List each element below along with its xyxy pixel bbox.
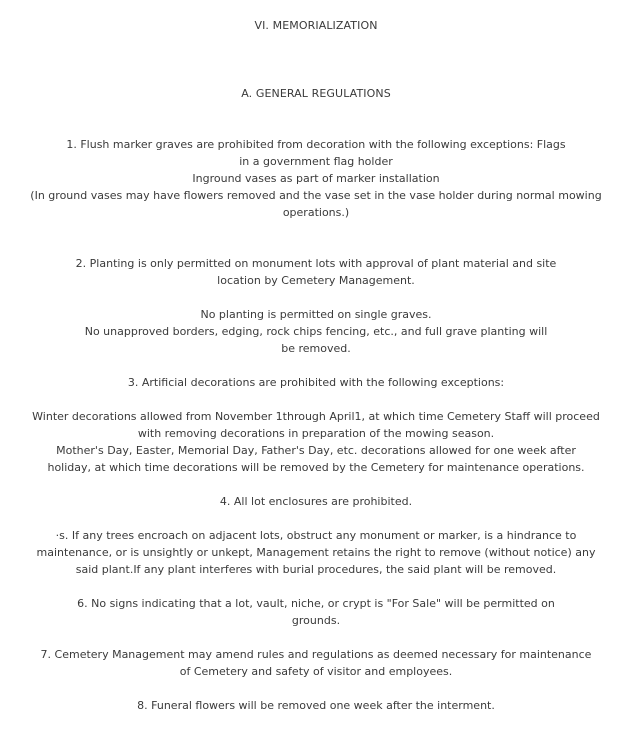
regulation-item-4 [40,493,592,510]
regulation-item-7 [40,646,592,680]
regulation-item-5 [12,527,620,578]
section-title: VI. MEMORIALIZATION [254,19,378,32]
regulation-line: 4. All lot enclosures are prohibited. [219,495,413,508]
regulation-line: grounds. [291,614,341,627]
regulation-line: 2. Planting is only permitted on monument lots with approval of plant material and site [75,257,557,270]
regulation-item-2-notes [40,306,592,357]
regulation-line: maintenance, or is unsightly or unkept, Management retains the right to remove (without notice) any [36,546,596,559]
regulation-line: Mother's Day, Easter, Memorial Day, Father's Day, etc. decorations allowed for one week after [56,444,576,457]
regulation-line: (In ground vases may have flowers removed and the vase set in the vase holder during normal mowing [30,189,602,202]
subsection-title: A. GENERAL REGULATIONS [241,87,391,100]
regulation-line: 3. Artificial decorations are prohibited with the following exceptions: [127,376,505,389]
regulation-item-1 [12,136,620,221]
regulation-line: with removing decorations in preparation of the mowing season. [137,427,495,440]
regulation-line: said plant.If any plant interferes with burial procedures, the said plant will be removed. [75,563,557,576]
regulation-item-3-notes [12,408,620,476]
regulation-item-3 [40,374,592,391]
regulation-item-6 [40,595,592,629]
regulation-line: Inground vases as part of marker installation [192,172,440,185]
regulation-line: Winter decorations allowed from November 1through April1, at which time Cemetery Staff will proceed [32,410,600,423]
regulation-line: ·s. If any trees encroach on adjacent lots, obstruct any monument or marker, is a hindrance to [55,529,577,542]
regulation-item-2 [40,255,592,289]
regulation-item-8 [40,697,592,714]
regulation-line: No unapproved borders, edging, rock chips fencing, etc., and full grave planting will [84,325,548,338]
regulation-line: holiday, at which time decorations will be removed by the Cemetery for maintenance operations. [47,461,585,474]
regulation-line: operations.) [282,206,350,219]
regulation-line: of Cemetery and safety of visitor and employees. [179,665,453,678]
regulation-line: location by Cemetery Management. [217,274,415,287]
regulation-line: 6. No signs indicating that a lot, vault, niche, or crypt is "For Sale" will be permitted on [77,597,555,610]
regulation-line: 7. Cemetery Management may amend rules and regulations as deemed necessary for maintenance [40,648,592,661]
regulation-line: No planting is permitted on single graves. [200,308,432,321]
regulation-line: in a government flag holder [239,155,393,168]
regulation-line: be removed. [281,342,351,355]
regulation-line: 8. Funeral flowers will be removed one week after the interment. [137,699,495,712]
regulation-line: 1. Flush marker graves are prohibited from decoration with the following exceptions: Flags [66,138,566,151]
